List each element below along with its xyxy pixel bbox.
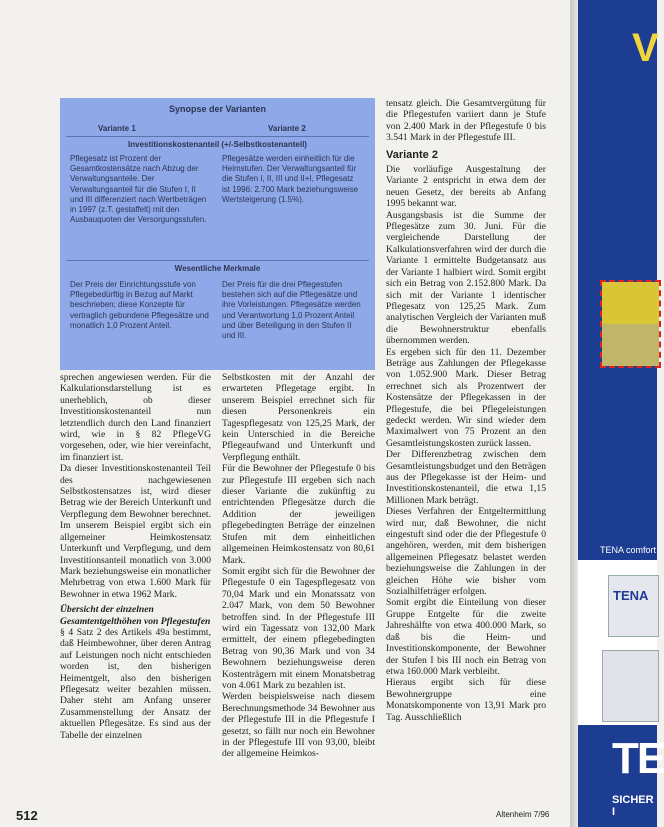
paragraph: Somit ergibt die Einteilung von dieser Gruppe Entgelte für die zweite Jahreshälfte von etwa 400.000 Mark, so daß bis die Heim- und Investitionskomponente, der Bewohner der Stufen I bis III noch ein Betrag von etwa 160.000 Mark verbleibt. bbox=[386, 597, 546, 677]
synopsis-box bbox=[60, 98, 375, 370]
paragraph: Der Differenzbetrag zwischen dem Gesamtleistungsbudget und den Beträgen aus der Pflegekasse ist der Heim- und Investitionskostenanteil, die etwa 1,15 Millionen Mark beträgt. bbox=[386, 449, 546, 506]
paragraph: Dieses Verfahren der Entgeltermittlung wird nur, daß Bewohner, die nicht eingestuft sind oder die der Pflegestufe 0 angehören, werden, mit dem bisherigen allgemeinen Pflegesatz belastet werden beziehungsweise die Zahlungen in der gleichen Höhe wie bisher vom Sozialhilfeträger erfolgen. bbox=[386, 506, 546, 598]
synopsis-right-features: Der Preis für die drei Pflegestufen bestehen sich auf die Pflegesätze und ihre Vorleistungen. Pflegesätze werden und Verantwortung 1,0 Prozent Anteil und über Beteiligung in den Stufen II und III. bbox=[222, 280, 361, 341]
column-1 bbox=[60, 372, 211, 741]
divider bbox=[66, 136, 369, 137]
paragraph: Die vorläufige Ausgestaltung der Variante 2 entspricht in etwa dem der neuen Gesetz, der bereits ab Anfang 1995 bekannt war. bbox=[386, 164, 546, 210]
paragraph: Da dieser Investitionskostenanteil Teil des nachgewiesenen Selbstkostensatzes ist, wird dieser Betrag wie der Bereich Unterkunft und Verpflegung dem Bewohner berechnet. Im unserem Beispiel ergibt sich ein allgemeiner Heimkostensatz Unterkunft und Verpflegung, und dem Investitionsanteil monatlich von 3.000 Mark beziehungsweise ein monatlicher Mehrbetrag von etwa 1.600 Mark für Bewohner in etwa 1962 Mark. bbox=[60, 463, 211, 600]
paragraph: Somit ergibt sich für die Bewohner der Pflegestufe 0 ein Tagespflegesatz von 70,04 Mark und ein Monatssatz von 2.047 Mark, von dem 50 Bewohner betroffen sind. In der Pflegestufe III wird ein Tagessatz von 132,00 Mark ermittelt, der einem pflegebedingten Betrag von 90,36 Mark und von 34 Bewohnern beziehungsweise deren Kostenträgern mit einem Monatsbetrag von 4.061 Mark zu bezahlen ist. bbox=[222, 565, 375, 691]
ad-caption: TENA comfort bbox=[600, 545, 657, 555]
synopsis-section-features: Wesentliche Merkmale bbox=[174, 264, 261, 273]
ad-product-pack bbox=[602, 650, 659, 722]
ad-product-highlight bbox=[600, 280, 661, 368]
ad-headline-letter: V bbox=[632, 26, 659, 70]
divider bbox=[66, 260, 369, 261]
subheading: Übersicht der einzelnen Gesamtentgelthöhen von Pflegestufen bbox=[60, 604, 211, 627]
paragraph: Es ergeben sich für den 11. Dezember Beträge aus Zahlungen der Pflegekasse von 1.052.900 Mark. Dieser Betrag errechnet sich als Prozentwert der Kostensätze der Pflegekassen in der Pflegestufe, die bei Pflegeleistungen gedeckt werden. Wir sind wieder dem Maximalwert von 75 Prozent an den Gesamtleistungskosten zurück lassen. bbox=[386, 346, 546, 449]
magazine-footer: Altenheim 7/96 bbox=[496, 810, 550, 819]
paragraph: tensatz gleich. Die Gesamtvergütung für die Pflegestufen variiert dann je Stufe von 2.400 Mark in der Pflegestufe 0 bis 3.541 Mark in der Pflegestufe III. bbox=[386, 98, 546, 144]
section-heading: Variante 2 bbox=[386, 148, 438, 161]
ad-product-pack bbox=[608, 575, 659, 637]
ad-brand-logo: TE bbox=[612, 734, 664, 783]
paragraph: sprechen angewiesen werden. Für die Kalkulationsdarstellung ist es unerheblich, ob dieser Investitionskostenanteil nun letztendlich durch den Land finanziert wird, wie in § 82 PflegeVG vorgesehen, oder, wie hier vereinfacht, im finanziert ist. bbox=[60, 372, 211, 463]
synopsis-left-text: Pflegesatz ist Prozent der Gesamtkostensätze nach Abzug der Verwaltungsanteile. Der Verwaltungsanteil für die Stufen I, II und III differenziert nach Wertbeträgen in 1997 (z.T. gestaffelt) mit den Ausbauquoten der Versorgungsstufen. bbox=[70, 154, 207, 225]
paragraph: Werden beispielsweise nach diesem Berechnungsmethode 34 Bewohner aus der Pflegestufe III in die Pflegestufe I gesetzt, so fällt nur noch ein Bewohner in der Pflegestufe III von 93,00, bleibt der allgemeine Heimkos- bbox=[222, 691, 375, 760]
paragraph: Selbstkosten mit der Anzahl der erwarteten Pflegetage ergibt. In unserem Beispiel errechnet sich für diesen Personenkreis ein Tagespflegesatz von 125,25 Mark, der kein Unterschied in die Bereiche Pflegeaufwand und Unterkunft und Verpflegung enthält. bbox=[222, 372, 375, 463]
page-number: 512 bbox=[16, 808, 38, 823]
column-3 bbox=[386, 98, 546, 723]
synopsis-left-features: Der Preis der Einrichtungsstufe von Pflegebedürftig in Bezug auf Markt beschrieben; diese Konzepte für vertraglich gebundene Pflegesätze und monatlich 1,0 Prozent Anteil. bbox=[70, 280, 209, 330]
ad-slogan: SICHER I bbox=[612, 794, 654, 818]
advertisement bbox=[578, 0, 664, 827]
paragraph: Ausgangsbasis ist die Summe der Pflegesätze zum 30. Juni. Für die vergleichende Darstellung der Kalkulationsverfahren wird der durch die Variante 1 ermittelte Budgetansatz aus der Variante 1 halbiert wird. Somit ergibt sich ein Betrag von 2.152.800 Mark. Da sich mit der Variante 1 identischer Pflegesatz von 125,25 Mark. Zum analytischen Vergleich der Varianten muß die Bewohnerstruktur ebenfalls übernommen werden. bbox=[386, 209, 546, 347]
paragraph: Hieraus ergibt sich für diese Bewohnergruppe eine Monatskomponente von 13,91 Mark pro Tag. Ausschließlich bbox=[386, 677, 546, 723]
synopsis-section-investment: Investitionskostenanteil (+/-Selbstkostenanteil) bbox=[128, 140, 307, 149]
variant1-heading: Variante 1 bbox=[98, 124, 136, 133]
synopsis-right-text: Pflegesätze werden einheitlich für die Heimstufen. Der Verwaltungsanteil für die Stufen I, II, III und II+I, Pflegesatz ist 1996: 2.700 Mark beziehungsweise Wertsteigerung (1.5%). bbox=[222, 154, 359, 204]
pack-label: TENA bbox=[613, 588, 649, 603]
paragraph: § 4 Satz 2 des Artikels 49a bestimmt, daß Heimbewohner, über deren Antrag auf Leistungen noch nicht entschieden worden ist, den bisherigen Heimentgelt, also den bisherigen Pflegesatz weiter bezahlen müssen. Daher steht am Anfang unserer Zusammenstellung der Ansatz der aktuellen Pflegesätze. Es sind aus der Tabelle der einzelnen bbox=[60, 626, 211, 741]
synopsis-title: Synopse der Varianten bbox=[168, 104, 267, 114]
paragraph: Für die Bewohner der Pflegestufe 0 bis zur Pflegestufe III ergeben sich nach dieser Variante die zukünftig zu entrichtenden Pflegesätze durch die Addition der jeweiligen pflegebedingten Beträge der einzelnen Stufen mit dem einheitlichen allgemeinen Heimkostensatz von 80,61 Mark. bbox=[222, 463, 375, 566]
variant2-heading: Variante 2 bbox=[268, 124, 306, 133]
column-2 bbox=[222, 372, 375, 760]
